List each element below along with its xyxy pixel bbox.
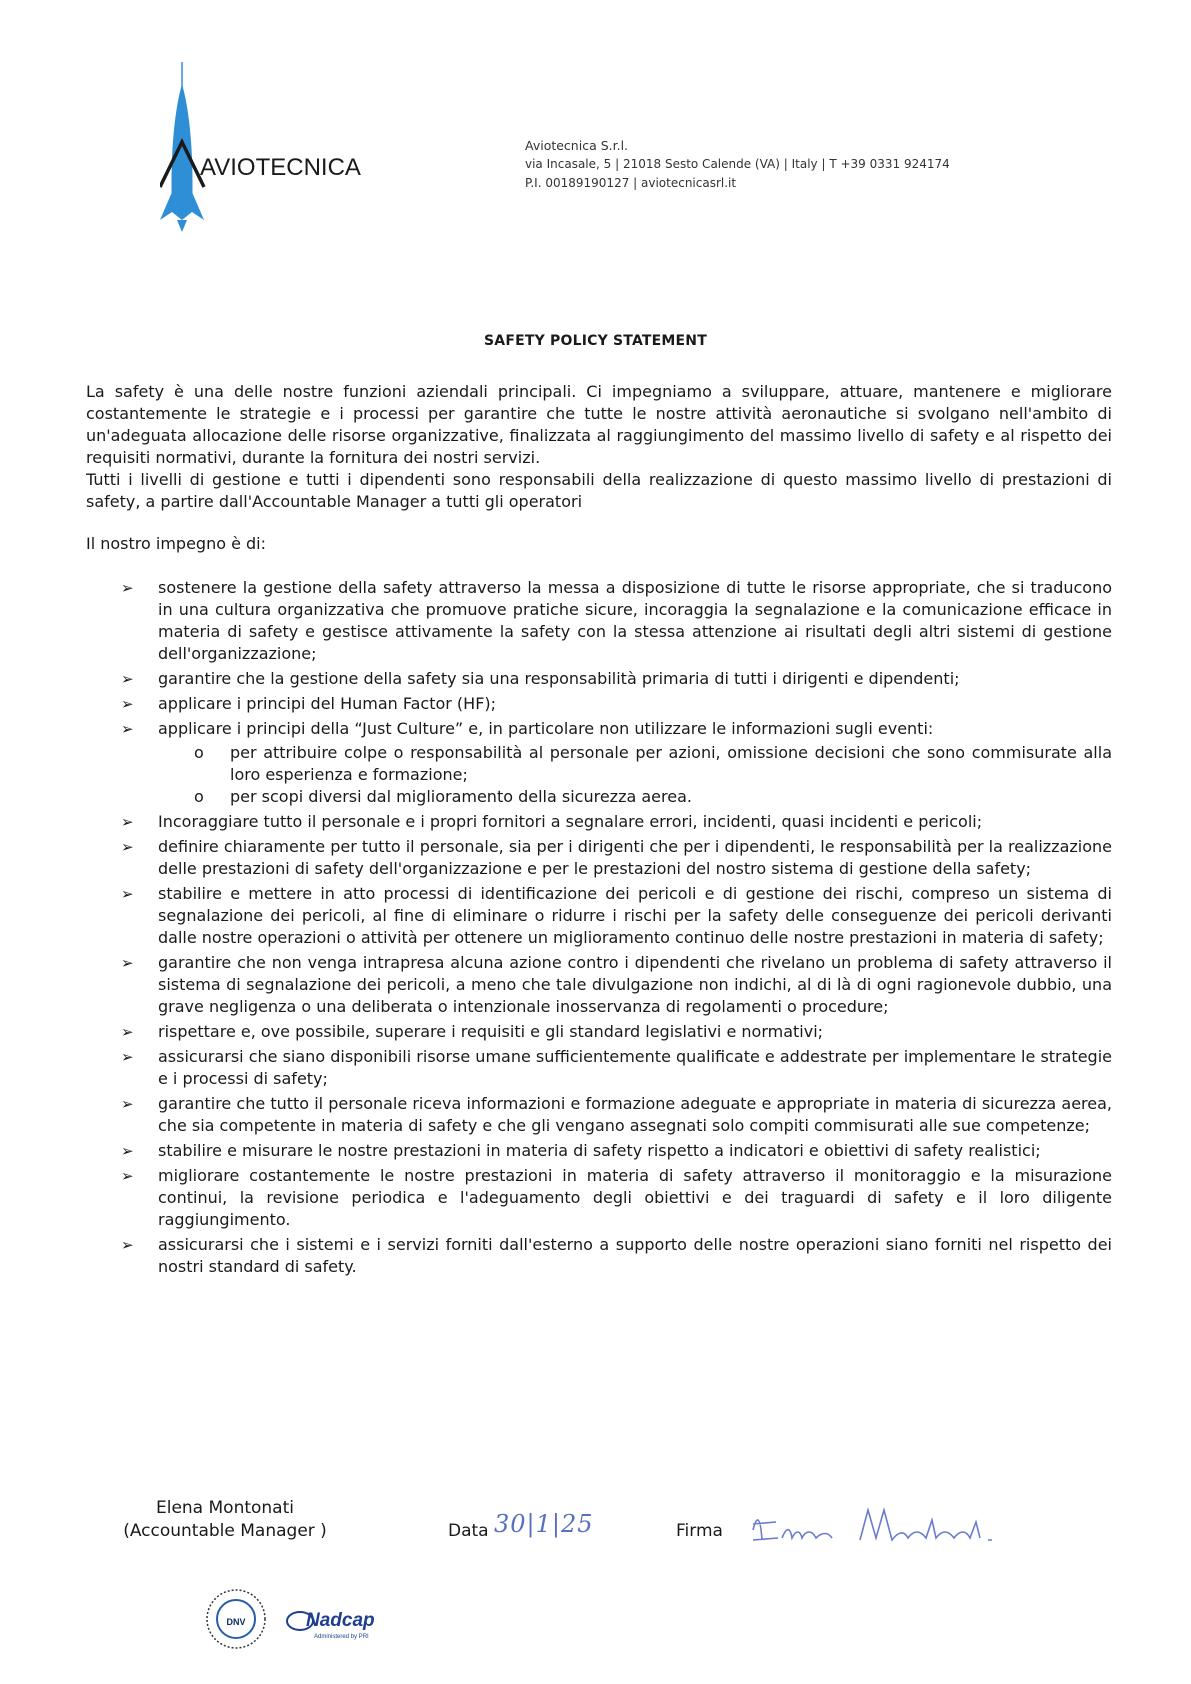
list-item: ➢ assicurarsi che i sistemi e i servizi forniti dall'esterno a supporto delle nostre operazioni siano forniti nel rispetto dei nostri standard di safety.	[121, 1235, 1112, 1276]
arrow-bullet-icon: ➢	[121, 720, 134, 738]
sub-list	[158, 742, 1112, 808]
sub-list-item: o per scopi diversi dal miglioramento della sicurezza aerea.	[194, 787, 692, 806]
list-item: ➢ rispettare e, ove possibile, superare i requisiti e gli standard legislativi e normativi;	[121, 1022, 824, 1041]
commitment-list	[86, 577, 1112, 1278]
arrow-bullet-icon: ➢	[121, 1095, 134, 1113]
nadcap-logo	[284, 1603, 414, 1643]
intro-paragraph: Tutti i livelli di gestione e tutti i dipendenti sono responsabili della realizzazione di questo massimo livello di prestazioni di safety, a partire dall'Accountable Manager a tutti gli operatori	[86, 470, 1112, 511]
signatory	[110, 1497, 340, 1543]
arrow-bullet-icon: ➢	[121, 1236, 134, 1254]
arrow-bullet-icon: ➢	[121, 1023, 134, 1041]
commitment-label: Il nostro impegno è di:	[86, 534, 267, 553]
circle-bullet-icon: o	[194, 787, 204, 806]
arrow-bullet-icon: ➢	[121, 885, 134, 903]
firma-label: Firma	[676, 1521, 723, 1541]
nadcap-subtext: Administered by PRI	[314, 1634, 369, 1640]
company-name: Aviotecnica S.r.l.	[525, 138, 629, 153]
list-item: ➢ garantire che la gestione della safety sia una responsabilità primaria di tutti i dirigenti e dipendenti;	[121, 669, 960, 688]
list-item: ➢ assicurarsi che siano disponibili risorse umane sufficientemente qualificate e addestrate per implementare le strategie e i processi di safety;	[121, 1047, 1112, 1088]
document-body	[86, 381, 1112, 1281]
list-item: ➢ applicare i principi del Human Factor (HF);	[121, 694, 497, 713]
aviotecnica-logo	[160, 62, 420, 247]
arrow-bullet-icon: ➢	[121, 838, 134, 856]
company-address: via Incasale, 5 | 21018 Sesto Calende (VA) | Italy | T +39 0331 924174	[525, 157, 950, 171]
list-item: ➢ garantire che non venga intrapresa alcuna azione contro i dipendenti che rivelano un problema di safety attraverso il sistema di segnalazione dei pericoli, a meno che tale divulgazione non indichi, al di là di ogni ragionevole dubbio, una grave negligenza o una deliberata o intenzionale inosservanza di regolamenti o procedure;	[121, 953, 1112, 1016]
date-value: 30|1|25	[494, 1510, 594, 1538]
date-label: Data	[448, 1521, 489, 1541]
logo-text: AVIOTECNICA	[200, 154, 361, 181]
company-vat: P.I. 00189190127 | aviotecnicasrl.it	[525, 176, 737, 190]
list-item: ➢ applicare i principi della “Just Culture” e, in particolare non utilizzare le informazioni sugli eventi: o per attribuire colpe o responsabilità al personale per azioni, omissione decisioni che sono commisurate alla loro esperienza e formazione; o per scopi diversi dal miglioramento della sicurezza aerea.	[86, 718, 1112, 808]
intro-paragraph: La safety è una delle nostre funzioni aziendali principali. Ci impegniamo a sviluppare, attuare, mantenere e migliorare costantemente le strategie e i processi per garantire che tutte le nostre attività aeronautiche si svolgano nell'ambito di un'adeguata allocazione delle risorse organizzative, finalizzata al raggiungimento del massimo livello di safety e al rispetto dei requisiti normativi, durante la fornitura dei nostri servizi.	[86, 382, 1112, 467]
arrow-bullet-icon: ➢	[121, 1167, 134, 1185]
dnv-text: DNV	[226, 1617, 246, 1627]
list-item: ➢ migliorare costantemente le nostre prestazioni in materia di safety attraverso il monitoraggio e la misurazione continui, la revisione periodica e l'adeguamento degli obiettivi e dei traguardi di safety e il loro diligente raggiungimento.	[121, 1166, 1112, 1229]
intro	[86, 381, 1112, 513]
list-item: ➢ definire chiaramente per tutto il personale, sia per i dirigenti che per i dipendenti, le responsabilità per la realizzazione delle prestazioni di safety dell'organizzazione e per le prestazioni del nostro sistema di gestione della safety;	[121, 837, 1112, 878]
arrow-bullet-icon: ➢	[121, 579, 134, 597]
signatory-name: Elena Montonati	[155, 1498, 294, 1518]
list-item: ➢ stabilire e mettere in atto processi di identificazione dei pericoli e di gestione dei rischi, compreso un sistema di segnalazione dei pericoli, al fine di eliminare o ridurre i rischi per la safety delle conseguenze dei pericoli derivanti dalle nostre operazioni o attività per ottenere un miglioramento continuo delle nostre prestazioni in materia di safety;	[121, 884, 1112, 947]
arrow-bullet-icon: ➢	[121, 954, 134, 972]
list-item: ➢ garantire che tutto il personale riceva informazioni e formazione adeguate e appropriate in materia di sicurezza aerea, che sia competente in materia di safety e che gli vengano assegnati solo compiti commisurati alle sue competenze;	[121, 1094, 1112, 1135]
arrow-bullet-icon: ➢	[121, 813, 134, 831]
list-item: ➢ sostenere la gestione della safety attraverso la messa a disposizione di tutte le risorse appropriate, che si traducono in una cultura organizzativa che promuove pratiche sicure, incoraggia la segnalazione e la comunicazione efficace in materia di safety e gestisce attivamente la safety con la stessa attenzione ai risultati degli altri sistemi di gestione dell'organizzazione;	[121, 578, 1112, 663]
arrow-bullet-icon: ➢	[121, 670, 134, 688]
circle-bullet-icon: o	[194, 743, 204, 762]
signatory-role: (Accountable Manager )	[123, 1521, 327, 1541]
list-item: ➢ Incoraggiare tutto il personale e i propri fornitori a segnalare errori, incidenti, quasi incidenti e pericoli;	[121, 812, 983, 831]
sub-list-item: o per attribuire colpe o responsabilità al personale per azioni, omissione decisioni che sono commisurate alla loro esperienza e formazione;	[194, 743, 1112, 784]
arrow-bullet-icon: ➢	[121, 1142, 134, 1160]
arrow-bullet-icon: ➢	[121, 695, 134, 713]
nadcap-text: Nadcap	[306, 1610, 375, 1631]
company-info	[525, 136, 950, 193]
document-title: SAFETY POLICY STATEMENT	[484, 333, 707, 349]
arrow-bullet-icon: ➢	[121, 1048, 134, 1066]
handwritten-signature	[748, 1500, 1078, 1550]
dnv-certification-seal	[205, 1588, 267, 1650]
list-item: ➢ stabilire e misurare le nostre prestazioni in materia di safety rispetto a indicatori e obiettivi di safety realistici;	[121, 1141, 1041, 1160]
